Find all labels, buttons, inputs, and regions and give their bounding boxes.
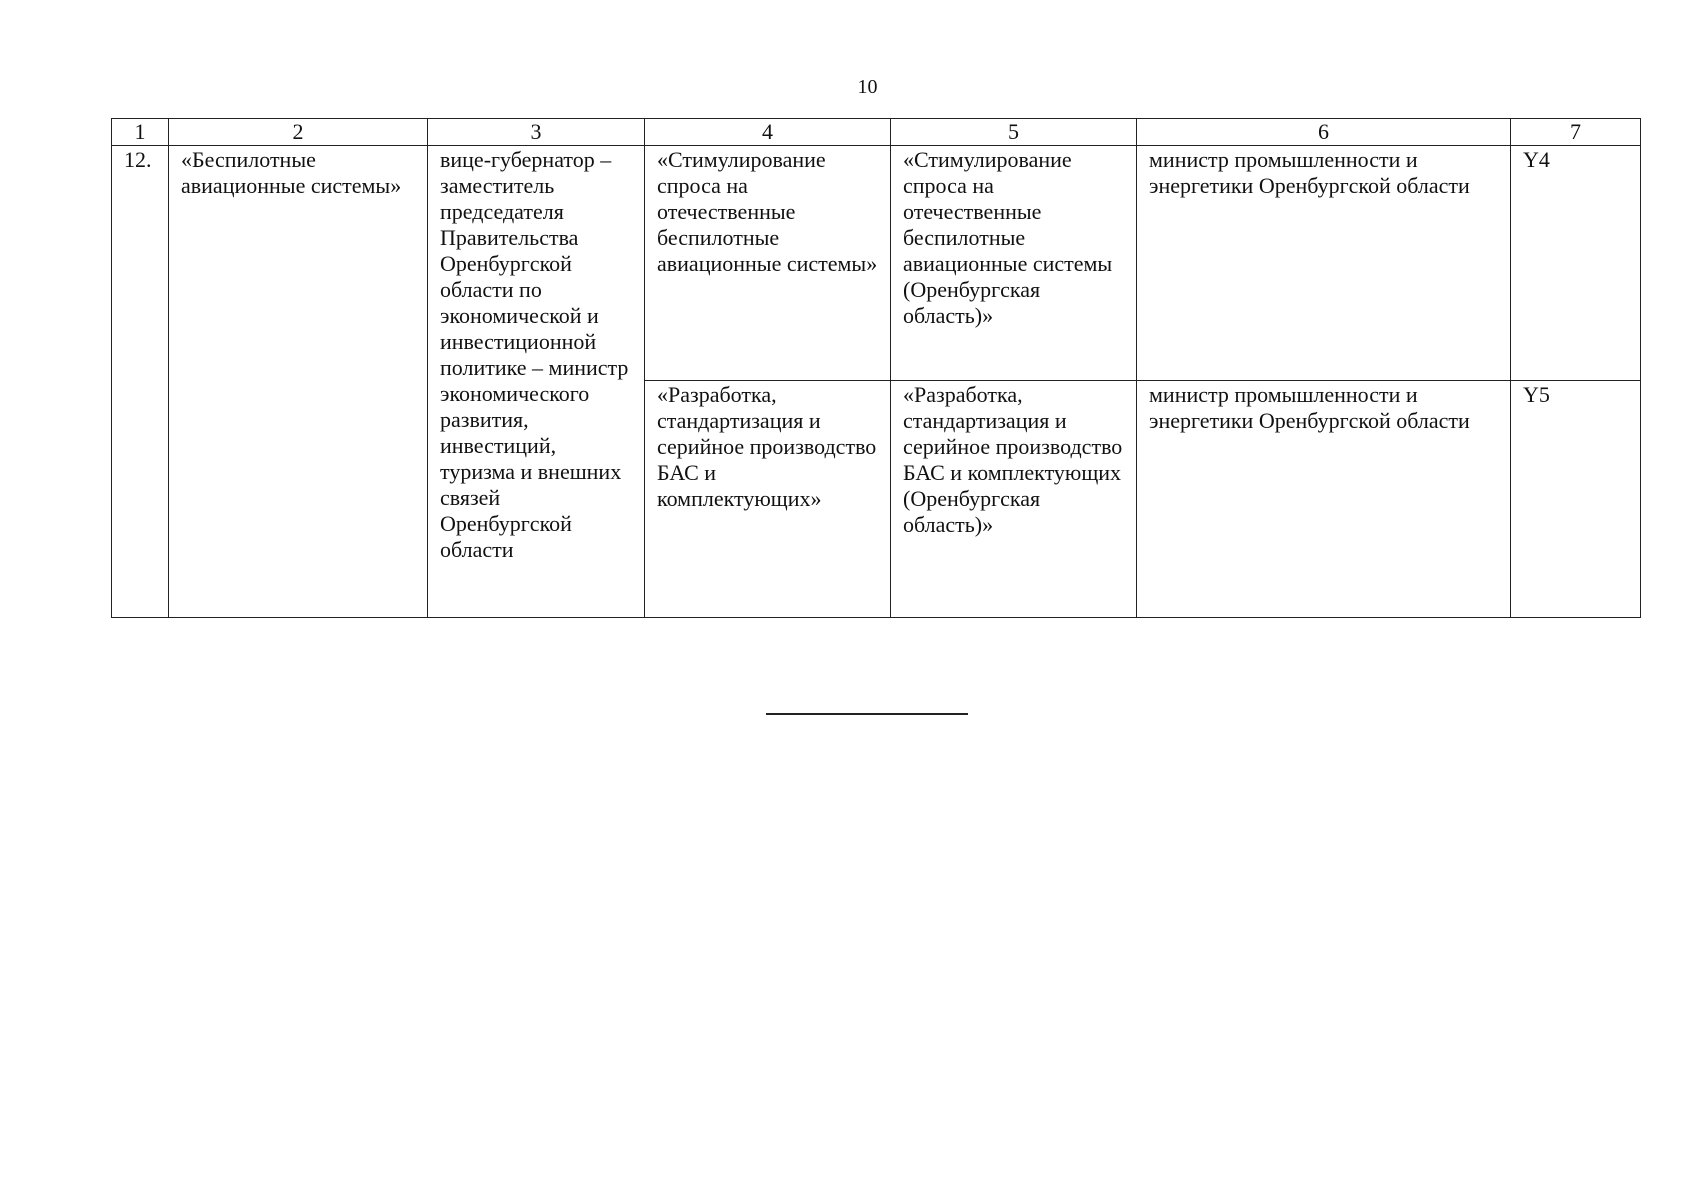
- column-number-row: [112, 119, 1641, 146]
- page-number: 10: [857, 76, 878, 98]
- federal-project-cell: «Стимулирование спроса на отечественные беспилотные авиационные системы»: [645, 146, 891, 381]
- column-header: 7: [1511, 119, 1641, 146]
- project-code-cell: Y5: [1511, 381, 1641, 618]
- project-head-cell: министр промышленности и энергетики Оренбургской области: [1137, 381, 1511, 618]
- closing-divider: [766, 713, 968, 715]
- regional-project-cell: «Разработка, стандартизация и серийное производство БАС и комплектующих (Оренбургская область)»: [891, 381, 1137, 618]
- regional-project-cell: «Стимулирование спроса на отечественные беспилотные авиационные системы (Оренбургская область)»: [891, 146, 1137, 381]
- project-name-cell: «Беспилотные авиационные системы»: [169, 146, 428, 618]
- table-row: [112, 146, 1641, 381]
- column-header: 6: [1137, 119, 1511, 146]
- project-code-cell: Y4: [1511, 146, 1641, 381]
- projects-table: [111, 118, 1641, 618]
- federal-project-cell: «Разработка, стандартизация и серийное производство БАС и комплектующих»: [645, 381, 891, 618]
- column-header: 2: [169, 119, 428, 146]
- column-header: 5: [891, 119, 1137, 146]
- column-header: 4: [645, 119, 891, 146]
- project-head-cell: министр промышленности и энергетики Оренбургской области: [1137, 146, 1511, 381]
- column-header: 1: [112, 119, 169, 146]
- row-number-cell: 12.: [112, 146, 169, 618]
- curator-cell: вице-губернатор – заместитель председателя Правительства Оренбургской области по экономической и инвестиционной политике – министр экономического развития, инвестиций, туризма и внешних связей Оренбургской области: [428, 146, 645, 618]
- column-header: 3: [428, 119, 645, 146]
